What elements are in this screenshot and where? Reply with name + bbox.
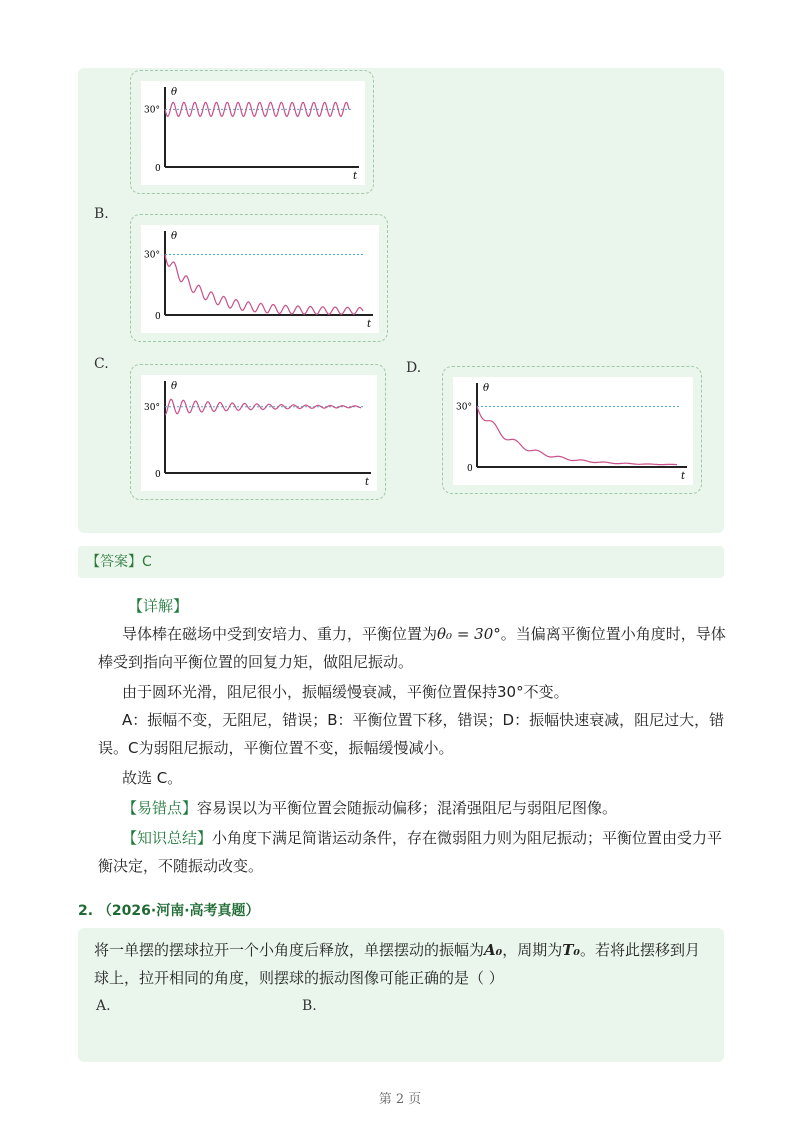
- heading-text: 【详解】: [128, 597, 189, 615]
- y-axis-label: θ: [171, 381, 178, 392]
- answer-value: C: [142, 554, 152, 570]
- q2-text-c: 。若将此摆移到月球上，拉开相同的角度，则摆球的振动图像可能正确的是（ ）: [94, 941, 700, 987]
- option-c-graph[interactable]: [130, 364, 386, 500]
- explanation-p2: [98, 678, 728, 706]
- x-axis-label: t: [353, 171, 358, 182]
- q2-period: T₀: [562, 941, 580, 959]
- explanation-heading: [98, 592, 728, 620]
- origin-label: 0: [155, 470, 161, 480]
- x-axis-label: t: [365, 477, 370, 488]
- q2-option-b-label[interactable]: B.: [302, 998, 317, 1014]
- question2-stem: [94, 936, 714, 992]
- tick-30-label: 30°: [456, 402, 472, 413]
- question2-title: 2. （2026·河南·高考真题）: [78, 903, 260, 919]
- summary-text: 小角度下满足简谐运动条件，存在微弱阻力则为阻尼振动；平衡位置由受力平衡决定，不随振动改变。: [98, 829, 723, 875]
- mistake-text: 容易误以为平衡位置会随振动偏移；混淆强阻尼与弱阻尼图像。: [197, 799, 618, 817]
- y-axis-label: θ: [171, 231, 178, 242]
- answer-label: 【答案】: [86, 554, 142, 570]
- origin-label: 0: [155, 312, 161, 322]
- summary-label: 【知识总结】: [122, 829, 213, 847]
- option-d-label: D.: [406, 360, 422, 376]
- graph-svg: [131, 71, 375, 195]
- p1-text-b: 。当偏离平衡位置小角度时，导体棒受到指向平衡位置的回复力矩，做阻尼振动。: [98, 625, 726, 671]
- graph-svg: [443, 367, 703, 495]
- origin-label: 0: [467, 464, 473, 474]
- y-axis-label: θ: [483, 383, 490, 394]
- tick-30-label: 30°: [144, 105, 160, 116]
- tick-30-label: 30°: [144, 402, 160, 413]
- x-axis-label: t: [681, 471, 686, 482]
- p4-text: 故选 C。: [122, 769, 183, 787]
- q2-text-b: ，周期为: [502, 941, 563, 959]
- q2-option-a-label[interactable]: A.: [96, 998, 111, 1014]
- mistake-label: 【易错点】: [122, 799, 198, 817]
- graph-svg: [131, 215, 389, 343]
- page-number: 第 2 页: [378, 1092, 422, 1107]
- option-c-label: C.: [94, 356, 109, 372]
- option-d-graph[interactable]: [442, 366, 702, 494]
- explanation-p4: [98, 764, 728, 792]
- tick-30-label: 30°: [144, 250, 160, 261]
- question2-card: [78, 928, 724, 1062]
- explanation-p3: [98, 706, 728, 762]
- explanation-p1: [98, 620, 728, 676]
- p1-math: θ₀ = 30°: [437, 625, 501, 643]
- q2-amp: A₀: [484, 941, 503, 959]
- answer-bar: [78, 546, 724, 578]
- y-axis-label: θ: [171, 87, 178, 98]
- option-b-graph[interactable]: [130, 214, 388, 342]
- p3-text: A：振幅不变，无阻尼，错误；B：平衡位置下移，错误；D：振幅快速衰减，阻尼过大，错误。C为弱阻尼振动，平衡位置不变，振幅缓慢减小。: [98, 711, 725, 757]
- option-a-graph[interactable]: [130, 70, 374, 194]
- origin-label: 0: [155, 164, 161, 174]
- p2-text: 由于圆环光滑，阻尼很小，振幅缓慢衰减，平衡位置保持30°不变。: [122, 683, 569, 701]
- p1-text-a: 导体棒在磁场中受到安培力、重力，平衡位置为: [122, 625, 438, 643]
- knowledge-summary: [98, 824, 728, 880]
- question1-options-card: [78, 68, 724, 533]
- option-b-label: B.: [94, 206, 109, 222]
- mistake-point: [98, 794, 728, 822]
- x-axis-label: t: [367, 319, 372, 330]
- graph-svg: [131, 365, 387, 501]
- q2-text-a: 将一单摆的摆球拉开一个小角度后释放，单摆摆动的振幅为: [94, 941, 485, 959]
